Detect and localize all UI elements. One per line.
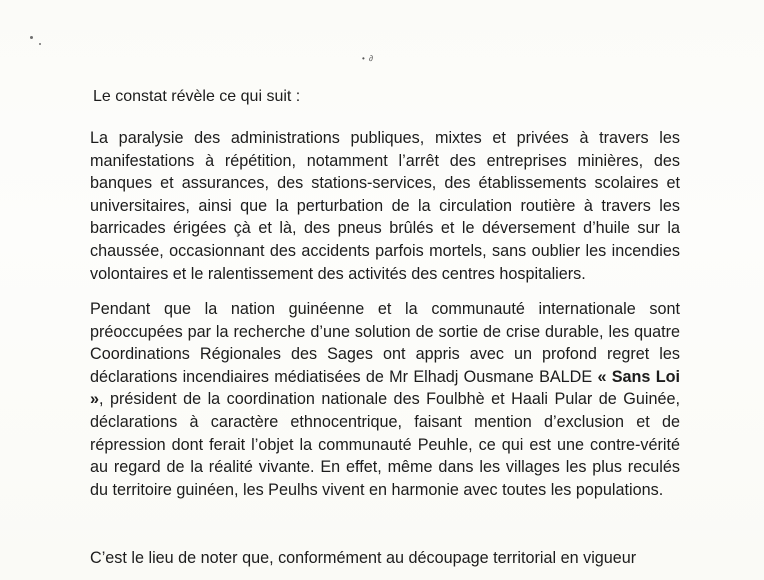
paragraph-paralysis: La paralysie des administrations publiques, mixtes et privées à travers les manifestations à répétition, notamment l’arrêt des entreprises minières, des banques et assurances, des stations-services, des établissements scolaires et universitaires, ainsi que la perturbation de la circulation routière à travers les barricades érigées çà et là, des pneus brûlés et le déversement d’huile sur la chaussée, occasionnant des accidents parfois mortels, sans oublier les incendies volontaires et le ralentissement des activités des centres hospitaliers. [90,129,680,283]
paragraph-territorial: C’est le lieu de noter que, conformément au découpage territorial en vigueur [90,549,637,567]
scan-speck [39,43,41,45]
paragraph-declarations-start: Pendant que la nation guinéenne et la communauté internationale sont préoccupées par la recherche d’une solution de sortie de crise durable, les quatre Coordinations Régionales des Sages ont appris avec un profond regret les déclarations incendiaires médiatisées de Mr Elhadj Ousmane BALDE [90,300,680,386]
page-mark: • ∂ [362,54,374,63]
intro-line: Le constat révèle ce qui suit : [93,88,301,105]
paragraph-declarations-end: , président de la coordination nationale des Foulbhè et Haali Pular de Guinée, déclarations à caractère ethnocentrique, faisant mention d’exclusion et de répression dont ferait l’objet la communauté Peuhle, ce qui est une contre-vérité au regard de la réalité vivante. En effet, même dans les villages les plus reculés du territoire guinéen, les Peulhs vivent en harmonie avec toutes les populations. [90,390,680,499]
paragraph-declarations [90,298,680,501]
scan-speck [30,36,33,39]
nickname-emphasis: « Sans Loi » [90,367,680,409]
